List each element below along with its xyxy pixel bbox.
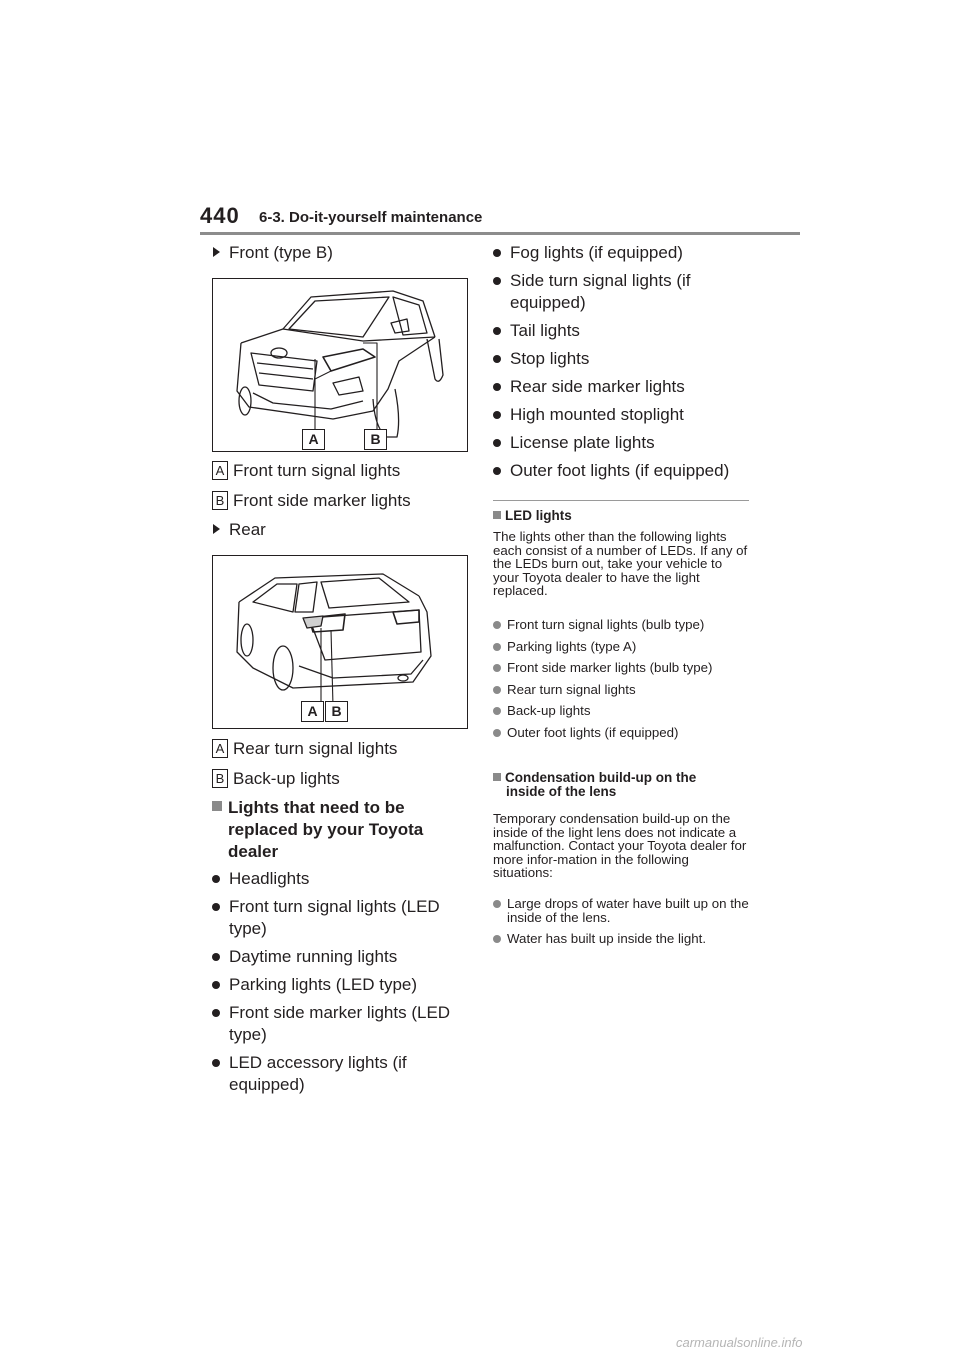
callout-text: Back-up lights [233,769,340,788]
led-paragraph: The lights other than the following lights each consist of a number of LEDs. If any of the LEDs burn out, take your vehicle to your Toyota dealer to have the light replaced. [493,529,748,599]
condensation-heading: Condensation build-up on the inside of the lens [493,771,753,799]
list-item: Rear turn signal lights [493,683,749,697]
bullet-dot-icon [493,621,501,629]
front-heading-text: Front (type B) [229,243,333,262]
list-item: Large drops of water have built up on the inside of the lens. [493,897,749,924]
replace-heading-line: Lights that need to be [228,798,405,817]
list-item: Outer foot lights (if equipped) [493,726,749,740]
square-bullet-icon [493,773,501,781]
led-heading: LED lights [493,509,572,523]
square-bullet-icon [493,511,501,519]
page-number: 440 [200,203,240,228]
rear-label-a: A [301,701,324,722]
list-item: Side turn signal lights (if equipped) [493,270,743,314]
callout-text: Rear turn signal lights [233,739,398,758]
callout-text: Front side marker lights [233,491,411,510]
bullet-dot-icon [493,277,501,285]
header-rule [200,232,800,235]
list-item: Stop lights [493,348,743,370]
bullet-dot-icon [212,1059,220,1067]
bullet-dot-icon [493,439,501,447]
callout-badge: B [212,769,228,788]
replace-list-right [493,242,743,488]
callout-badge: A [212,461,228,480]
list-item: Parking lights (type A) [493,640,749,654]
rear-vehicle-figure [212,555,468,729]
list-item: Tail lights [493,320,743,342]
bullet-dot-icon [493,729,501,737]
section-divider [493,500,749,501]
bullet-dot-icon [493,355,501,363]
list-item: Daytime running lights [212,946,470,968]
bullet-dot-icon [493,249,501,257]
front-label-a: A [302,429,325,450]
callout-badge: B [212,491,228,510]
rear-heading [213,519,266,541]
list-item: High mounted stoplight [493,404,743,426]
bullet-dot-icon [212,981,220,989]
bullet-dot-icon [212,1009,220,1017]
replace-heading-line: dealer [228,842,279,861]
front-callout-b [212,490,411,512]
front-label-b: B [364,429,387,450]
list-item: Back-up lights [493,704,749,718]
callout-badge: A [212,739,228,758]
list-item: Water has built up inside the light. [493,932,749,946]
rear-callout-a [212,738,397,760]
list-item: LED accessory lights (if equipped) [212,1052,470,1096]
list-item: Front side marker lights (bulb type) [493,661,749,675]
bullet-dot-icon [493,383,501,391]
bullet-dot-icon [493,411,501,419]
rear-callout-b [212,768,340,790]
led-list [493,618,749,748]
replace-heading [212,797,472,863]
bullet-dot-icon [493,664,501,672]
bullet-dot-icon [212,953,220,961]
condensation-heading-line: inside of the lens [506,784,617,799]
section-title: 6-3. Do-it-yourself maintenance [259,209,483,226]
rear-label-b: B [325,701,348,722]
list-item: Front turn signal lights (LED type) [212,896,470,940]
triangle-bullet-icon [213,247,220,257]
front-suv-illustration [213,279,467,451]
bullet-dot-icon [493,935,501,943]
front-vehicle-figure [212,278,468,452]
list-item: Front side marker lights (LED type) [212,1002,470,1046]
bullet-dot-icon [493,707,501,715]
replace-heading-line: replaced by your Toyota [228,820,424,839]
front-callout-a [212,460,400,482]
square-bullet-icon [212,801,222,811]
rear-heading-text: Rear [229,520,266,539]
bullet-dot-icon [493,900,501,908]
condensation-list [493,897,749,954]
bullet-dot-icon [212,903,220,911]
list-item: Outer foot lights (if equipped) [493,460,743,482]
list-item: Fog lights (if equipped) [493,242,743,264]
bullet-dot-icon [493,686,501,694]
callout-text: Front turn signal lights [233,461,401,480]
list-item: Headlights [212,868,470,890]
condensation-paragraph: Temporary condensation build-up on the inside of the light lens does not indicate a malfunction. Contact your Toyota dealer for more infor-mation in the following situations: [493,811,747,881]
list-item: Parking lights (LED type) [212,974,470,996]
list-item: Front turn signal lights (bulb type) [493,618,749,632]
bullet-dot-icon [493,643,501,651]
bullet-dot-icon [493,467,501,475]
replace-list-left [212,868,470,1102]
bullet-dot-icon [212,875,220,883]
triangle-bullet-icon [213,524,220,534]
list-item: License plate lights [493,432,743,454]
front-heading [213,242,333,264]
footer-watermark: carmanualsonline.info [676,1335,803,1350]
list-item: Rear side marker lights [493,376,743,398]
bullet-dot-icon [493,327,501,335]
